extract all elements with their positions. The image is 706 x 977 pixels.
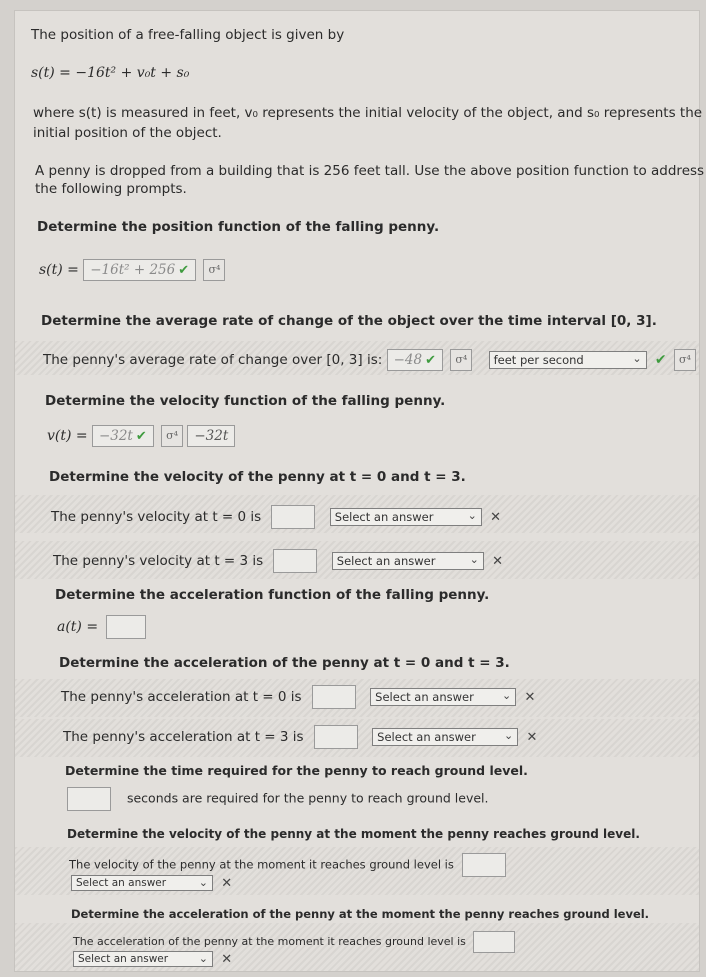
chevron-down-icon: ⌄ (198, 876, 208, 889)
q9-label: The acceleration of the penny at the moment it reaches ground level is (73, 935, 466, 948)
x-icon: ✕ (490, 509, 501, 525)
q9-select[interactable] (73, 951, 213, 967)
sigma-icon[interactable]: σ⁴ (450, 349, 472, 371)
chevron-down-icon: ⌄ (501, 689, 512, 702)
q2-unit-value: feet per second (493, 353, 584, 367)
check-icon: ✔ (425, 353, 436, 368)
q4-row-b (53, 549, 503, 573)
x-icon: ✕ (524, 689, 536, 705)
q1-answer-value: −16t² + 256 (90, 262, 176, 278)
q1-answer-field[interactable] (83, 259, 196, 281)
q8-label: The velocity of the penny at the moment it reaches ground level is (69, 857, 454, 872)
q3-label: v(t) = (47, 428, 88, 444)
check-icon: ✔ (654, 352, 667, 368)
check-icon: ✔ (178, 263, 190, 278)
q4-label-b: The penny's velocity at t = 3 is (53, 553, 264, 569)
q4-input-b[interactable] (273, 549, 317, 573)
q7-label: seconds are required for the penny to reach ground level. (126, 790, 489, 806)
q6-label-a: The penny's acceleration at t = 0 is (61, 689, 302, 705)
q3-answer-value: −32t (98, 428, 133, 444)
q3-answer-field[interactable] (92, 425, 154, 447)
q6-select-b[interactable] (372, 728, 518, 746)
where-text-2: initial position of the object. (33, 125, 222, 141)
q5-prompt: Determine the acceleration function of the falling penny. (55, 587, 490, 603)
q6-select-a-value: Select an answer (375, 690, 474, 704)
q5-label: a(t) = (57, 619, 99, 635)
chevron-down-icon: ⌄ (469, 553, 479, 566)
q8-prompt: Determine the velocity of the penny at the moment the penny reaches ground level. (67, 827, 640, 841)
q4-label-a: The penny's velocity at t = 0 is (51, 509, 262, 525)
q8-answer-row (69, 853, 506, 877)
q7-input[interactable] (67, 787, 111, 811)
x-icon: ✕ (221, 875, 233, 891)
q4-select-a-value: Select an answer (334, 510, 434, 524)
q1-answer-row (39, 259, 225, 281)
q9-answer-row (73, 931, 515, 953)
q6-row-b (63, 725, 537, 749)
q8-input[interactable] (462, 853, 506, 877)
q4-select-a[interactable] (330, 508, 482, 526)
q2-prompt: Determine the average rate of change of the object over the time interval [0, 3]. (41, 313, 657, 329)
chevron-down-icon: ⌄ (198, 952, 208, 965)
sigma-icon[interactable]: σ⁴ (203, 259, 225, 281)
q4-prompt: Determine the velocity of the penny at t = 0 and t = 3. (49, 469, 466, 485)
chevron-down-icon: ⌄ (503, 729, 514, 742)
q2-unit-select[interactable] (489, 351, 647, 369)
q3-answer-row (47, 425, 235, 447)
q2-answer-row (43, 349, 696, 371)
q7-prompt: Determine the time required for the penny to reach ground level. (65, 763, 528, 778)
q9-select-value: Select an answer (78, 953, 169, 965)
q5-input[interactable] (106, 615, 146, 639)
q6-input-a[interactable] (312, 685, 356, 709)
q3-preview: −32t (187, 425, 235, 447)
q3-prompt: Determine the velocity function of the falling penny. (45, 393, 446, 409)
q6-row-a (61, 685, 535, 709)
sigma-icon[interactable]: σ⁴ (161, 425, 183, 447)
q1-label: s(t) = (39, 262, 79, 278)
q4-input-a[interactable] (271, 505, 315, 529)
q8-select[interactable] (71, 875, 213, 891)
q6-prompt: Determine the acceleration of the penny at t = 0 and t = 3. (59, 655, 510, 671)
chevron-down-icon: ⌄ (632, 352, 642, 365)
chevron-down-icon: ⌄ (467, 509, 477, 522)
q4-select-b-value: Select an answer (336, 554, 436, 568)
q6-label-b: The penny's acceleration at t = 3 is (63, 729, 304, 745)
where-text: where s(t) is measured in feet, v₀ represents the initial velocity of the object, and s₀ represents the (33, 105, 703, 121)
q1-prompt: Determine the position function of the falling penny. (37, 219, 440, 235)
q9-select-row (73, 951, 232, 967)
question-page (14, 10, 705, 972)
q2-answer-value: −48 (393, 352, 423, 368)
q9-input[interactable] (473, 931, 515, 953)
x-icon: ✕ (526, 729, 538, 745)
position-formula: s(t) = −16t² + v₀t + s₀ (31, 65, 190, 81)
x-icon: ✕ (221, 951, 233, 967)
q4-row-a (51, 505, 501, 529)
q8-select-row (71, 875, 232, 891)
q7-answer-row (67, 787, 488, 811)
intro-text: The position of a free-falling object is given by (31, 27, 345, 43)
q8-select-value: Select an answer (76, 877, 167, 889)
q2-answer-field[interactable] (387, 349, 443, 371)
q4-select-b[interactable] (332, 552, 484, 570)
q9-prompt: Determine the acceleration of the penny at the moment the penny reaches ground level. (71, 907, 650, 921)
q2-label: The penny's average rate of change over [0, 3] is: (43, 352, 383, 368)
q6-select-a[interactable] (370, 688, 516, 706)
q6-select-b-value: Select an answer (377, 730, 476, 744)
check-icon: ✔ (135, 429, 147, 444)
q5-answer-row (57, 615, 146, 639)
problem-text-2: the following prompts. (35, 181, 187, 197)
x-icon: ✕ (492, 553, 503, 569)
sigma-icon[interactable]: σ⁴ (674, 349, 696, 371)
q6-input-b[interactable] (314, 725, 358, 749)
problem-text: A penny is dropped from a building that is 256 feet tall. Use the above position function to address (35, 163, 705, 179)
